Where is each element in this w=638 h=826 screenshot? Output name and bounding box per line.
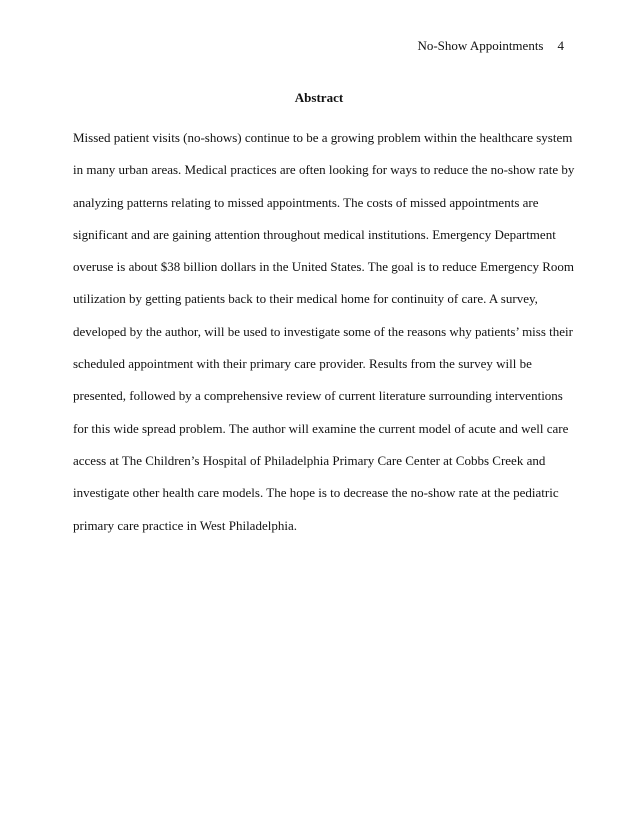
abstract-line: significant and are gaining attention throughout medical institutions. Emergency Department <box>73 226 556 242</box>
abstract-line: overuse is about $38 billion dollars in the United States. The goal is to reduce Emergency Room <box>73 259 575 275</box>
abstract-line: in many urban areas. Medical practices are often looking for ways to reduce the no-show rate by <box>73 162 575 178</box>
abstract-line: primary care practice in West Philadelphia. <box>73 517 297 533</box>
abstract-line: analyzing patterns relating to missed appointments. The costs of missed appointments are <box>73 194 539 210</box>
abstract-line: investigate other health care models. The hope is to decrease the no-show rate at the pediatric <box>73 485 559 501</box>
running-head-title: No-Show Appointments <box>417 38 544 53</box>
section-title: Abstract <box>294 90 344 105</box>
abstract-line: utilization by getting patients back to their medical home for continuity of care. A survey, <box>73 291 538 307</box>
abstract-line: presented, followed by a comprehensive review of current literature surrounding interventions <box>73 388 563 404</box>
abstract-line: for this wide spread problem. The author will examine the current model of acute and well care <box>73 420 569 436</box>
abstract-line: scheduled appointment with their primary care provider. Results from the survey will be <box>73 356 532 372</box>
abstract-line: developed by the author, will be used to investigate some of the reasons why patients’ miss their <box>73 323 573 339</box>
abstract-line: Missed patient visits (no-shows) continue to be a growing problem within the healthcare system <box>73 130 573 145</box>
abstract-line: access at The Children’s Hospital of Philadelphia Primary Care Center at Cobbs Creek and <box>73 452 546 468</box>
running-head <box>417 38 564 54</box>
abstract-paragraph <box>73 122 573 542</box>
page-number: 4 <box>557 38 564 53</box>
